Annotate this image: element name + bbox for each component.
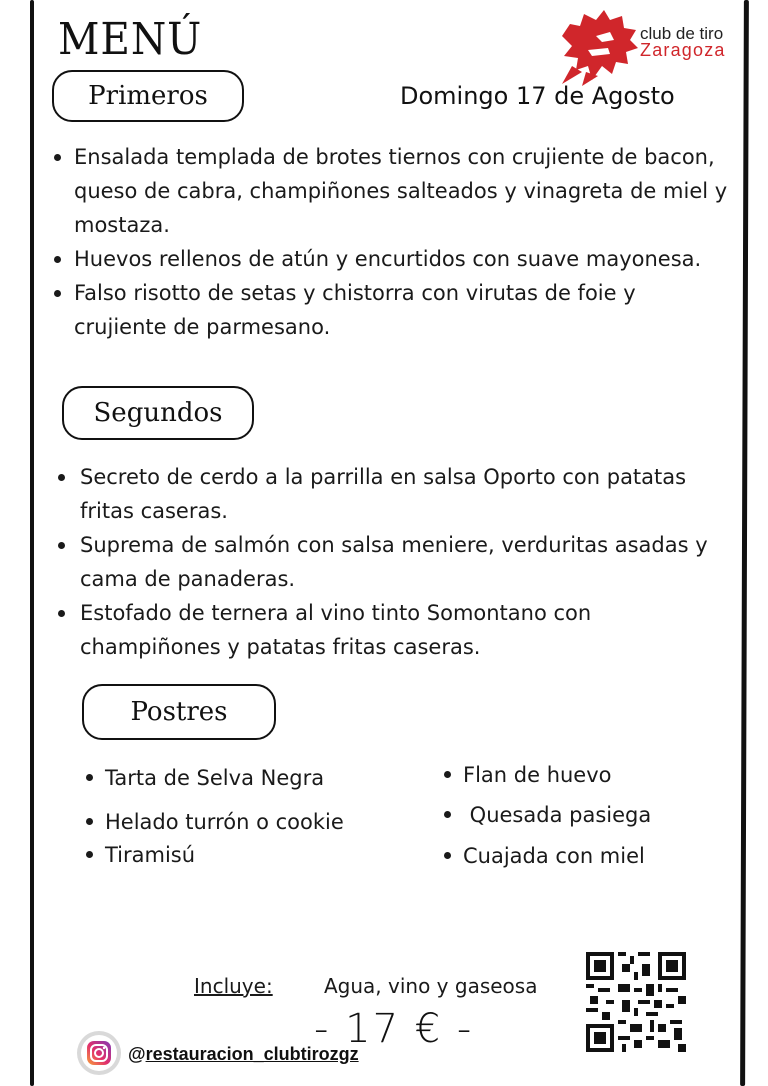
instagram-handle-text: restauracion_clubtirozgz: [145, 1044, 359, 1064]
dessert-item: [86, 843, 195, 867]
instagram-handle[interactable]: [128, 1044, 359, 1065]
list-item: Huevos rellenos de atún y encurtidos con suave mayonesa.: [52, 242, 732, 276]
section-heading-postres: Postres: [82, 684, 276, 740]
bullet-icon: [86, 851, 93, 858]
left-border-line: [30, 0, 34, 1086]
instagram-at: @: [128, 1044, 146, 1064]
dessert-label: Cuajada con miel: [463, 844, 645, 868]
menu-price: - 17 € -: [314, 1006, 474, 1052]
dessert-label: Tarta de Selva Negra: [105, 766, 325, 790]
bullet-icon: [444, 852, 451, 859]
bullet-icon: [444, 771, 451, 778]
dessert-item: [86, 810, 344, 834]
incluye-label: Incluye:: [194, 974, 273, 998]
dessert-item: [444, 763, 612, 787]
dessert-label: Tiramisú: [105, 843, 196, 867]
list-item: Falso risotto de setas y chistorra con virutas de foie y crujiente de parmesano.: [52, 276, 732, 344]
logo-text-club: club de tiro: [640, 24, 724, 43]
dessert-label: Helado turrón o cookie: [105, 810, 344, 834]
list-item: Suprema de salmón con salsa meniere, verduritas asadas y cama de panaderas.: [56, 528, 736, 596]
bullet-icon: [86, 774, 93, 781]
list-item: Secreto de cerdo a la parrilla en salsa Oporto con patatas fritas caseras.: [56, 460, 736, 528]
dessert-item: [444, 844, 645, 868]
dessert-label: Quesada pasiega: [463, 803, 652, 827]
segundos-list: [56, 460, 736, 664]
bullet-icon: [86, 818, 93, 825]
menu-date: Domingo 17 de Agosto: [400, 82, 675, 110]
bullet-icon: [444, 811, 451, 818]
section-heading-segundos: Segundos: [62, 386, 254, 440]
primeros-list: [52, 140, 732, 344]
list-item: Estofado de ternera al vino tinto Somontano con champiñones y patatas fritas caseras.: [56, 596, 736, 664]
logo-text-zaragoza: Zaragoza: [640, 40, 726, 60]
dessert-item: [86, 766, 324, 790]
instagram-icon[interactable]: [76, 1030, 122, 1076]
section-heading-primeros: Primeros: [52, 70, 244, 122]
qr-code-icon[interactable]: [586, 952, 686, 1052]
incluye-value: Agua, vino y gaseosa: [324, 974, 538, 998]
right-border-line: [740, 0, 749, 1086]
list-item: Ensalada templada de brotes tiernos con crujiente de bacon, queso de cabra, champiñones salteados y vinagreta de miel y mostaza.: [52, 140, 732, 242]
dessert-item: [444, 803, 651, 827]
menu-title: MENÚ: [58, 14, 203, 65]
dessert-label: Flan de huevo: [463, 763, 612, 787]
